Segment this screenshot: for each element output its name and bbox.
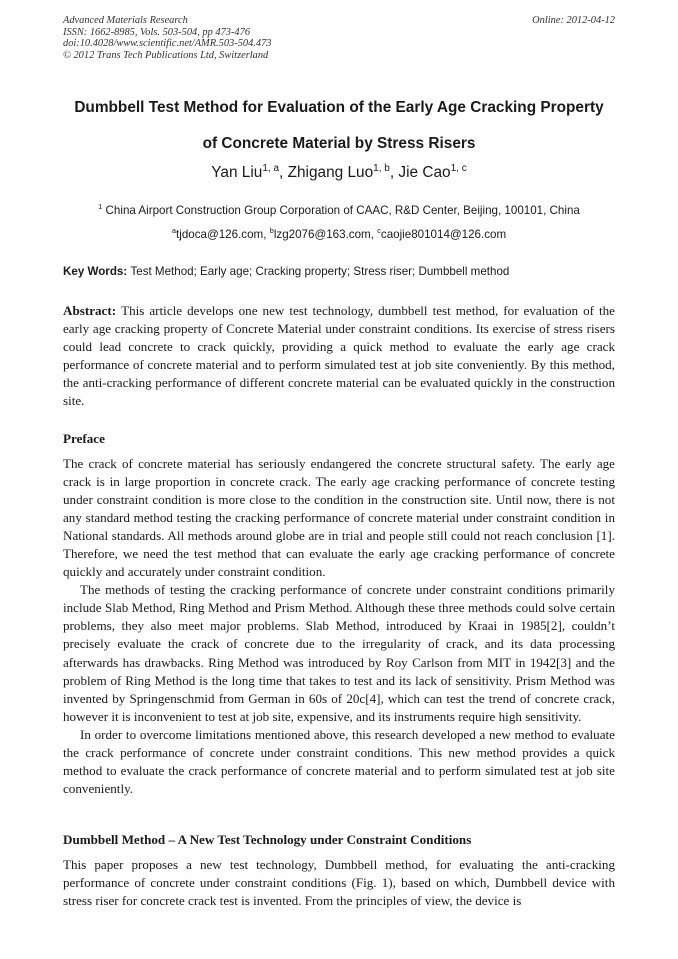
journal-name: Advanced Materials Research [63, 15, 188, 26]
paper-title [40, 90, 638, 162]
title-line-2: of Concrete Material by Stress Risers [202, 135, 476, 152]
email-separator: , [370, 228, 378, 241]
dumbbell-paragraph-1: This paper proposes a new test technology, Dumbbell method, for evaluating the anti-cracking performance of concrete under constraint conditions (Fig. 1), based on which, Dumbbell device with stress riser for concrete crack test is invented. From the principles of view, the device is [63, 857, 615, 909]
preface-heading: Preface [63, 431, 105, 446]
online-date: Online: 2012-04-12 [532, 15, 615, 26]
journal-issn: ISSN: 1662-8985, Vols. 503-504, pp 473-476 [63, 26, 251, 38]
preface-paragraph-3: In order to overcome limitations mentioned above, this research developed a new method to evaluate the crack performance of concrete under constraint conditions. This new method provides a quick method to evaluate the crack performance of concrete material and to perform simulated test at job site conveniently. [63, 726, 615, 796]
email-address: lzg2076@163.com [273, 228, 371, 241]
affiliation-text: China Airport Construction Group Corporation of CAAC, R&D Center, Beijing, 100101, China [105, 204, 580, 217]
preface-section [63, 430, 615, 448]
title-line-1: Dumbbell Test Method for Evaluation of the Early Age Cracking Property [74, 99, 604, 116]
affiliation-marker: 1 [98, 202, 103, 211]
affiliation [40, 203, 638, 218]
preface-paragraph-2: The methods of testing the cracking performance of concrete under constraint conditions primarily include Slab Method, Ring Method and Prism Method. Although these three methods could solve certain problems, they also meet major problems. Slab Method, introduced by Kraai in 1985[2], couldn’t precisely evaluate the crack of concrete due to the irregularity of crack, and its data processing afterwards has drawbacks. Ring Method was introduced by Roy Carlson from MIT in 1942[3] and the problem of Ring Method is the long time that takes to test and its lack of sensitivity. Prism Method was invented by Springenschmid from German in 60s of 20c[4], which can test the trend of concrete crack, however it is inconvenient to test at job site, expensive, and its instruments require high sensitivity. [63, 582, 615, 724]
author-separator: , [389, 164, 399, 181]
email-separator: , [263, 228, 270, 241]
keywords [63, 264, 615, 279]
preface-paragraph-1: The crack of concrete material has seriously endangered the concrete structural safety. The early age crack is in large proportion in concrete crack. The early age cracking performance of concrete testing under constraint condition is more close to the condition in the construction site. Until now, there is not any standard method testing the cracking performance of concrete material under constraint condition in National standards. All methods around globe are in trial and people still could not reach conclusion [1]. Therefore, we need the test method that can evaluate the early age cracking performance of concrete quickly and accurately under constraint condition. [63, 456, 615, 580]
author-affiliation-marker: 1, c [450, 163, 467, 174]
abstract-label: Abstract: [63, 303, 117, 318]
author-name: Yan Liu [211, 164, 263, 181]
dumbbell-body [63, 856, 615, 910]
author-name: Jie Cao [398, 164, 451, 181]
email-marker: c [377, 226, 381, 235]
author-separator: , [279, 164, 288, 181]
dumbbell-heading: Dumbbell Method – A New Test Technology under Constraint Conditions [63, 832, 472, 847]
dumbbell-section [63, 831, 615, 849]
journal-copyright: © 2012 Trans Tech Publications Ltd, Switzerland [63, 49, 269, 61]
author-emails [40, 227, 638, 242]
email-marker: b [269, 226, 274, 235]
author-affiliation-marker: 1, b [373, 163, 390, 174]
email-address: tjdoca@126.com [176, 228, 264, 241]
author-name: Zhigang Luo [287, 164, 374, 181]
abstract-text: This article develops one new test technology, dumbbell test method, for evaluation of the early age cracking property of Concrete Material under constraint conditions. Its exercise of stress risers could lead concrete to crack quickly, providing a quick method to evaluate the early age crack performance of concrete material and to perform simulated test at job site conveniently. By this method, the anti-cracking performance of different concrete material can be evaluated quickly in the construction site. [63, 303, 615, 409]
author-affiliation-marker: 1, a [262, 163, 280, 174]
journal-doi: doi:10.4028/www.scientific.net/AMR.503-504.473 [63, 38, 272, 49]
abstract-section [63, 302, 615, 410]
email-address: caojie801014@126.com [380, 228, 507, 241]
preface-body [63, 455, 615, 798]
keywords-text: Test Method; Early age; Cracking property; Stress riser; Dumbbell method [130, 265, 510, 278]
abstract-paragraph [63, 302, 615, 410]
author-list [40, 163, 638, 183]
journal-header [63, 15, 615, 61]
email-marker: a [171, 226, 177, 235]
keywords-label: Key Words: [63, 265, 128, 278]
